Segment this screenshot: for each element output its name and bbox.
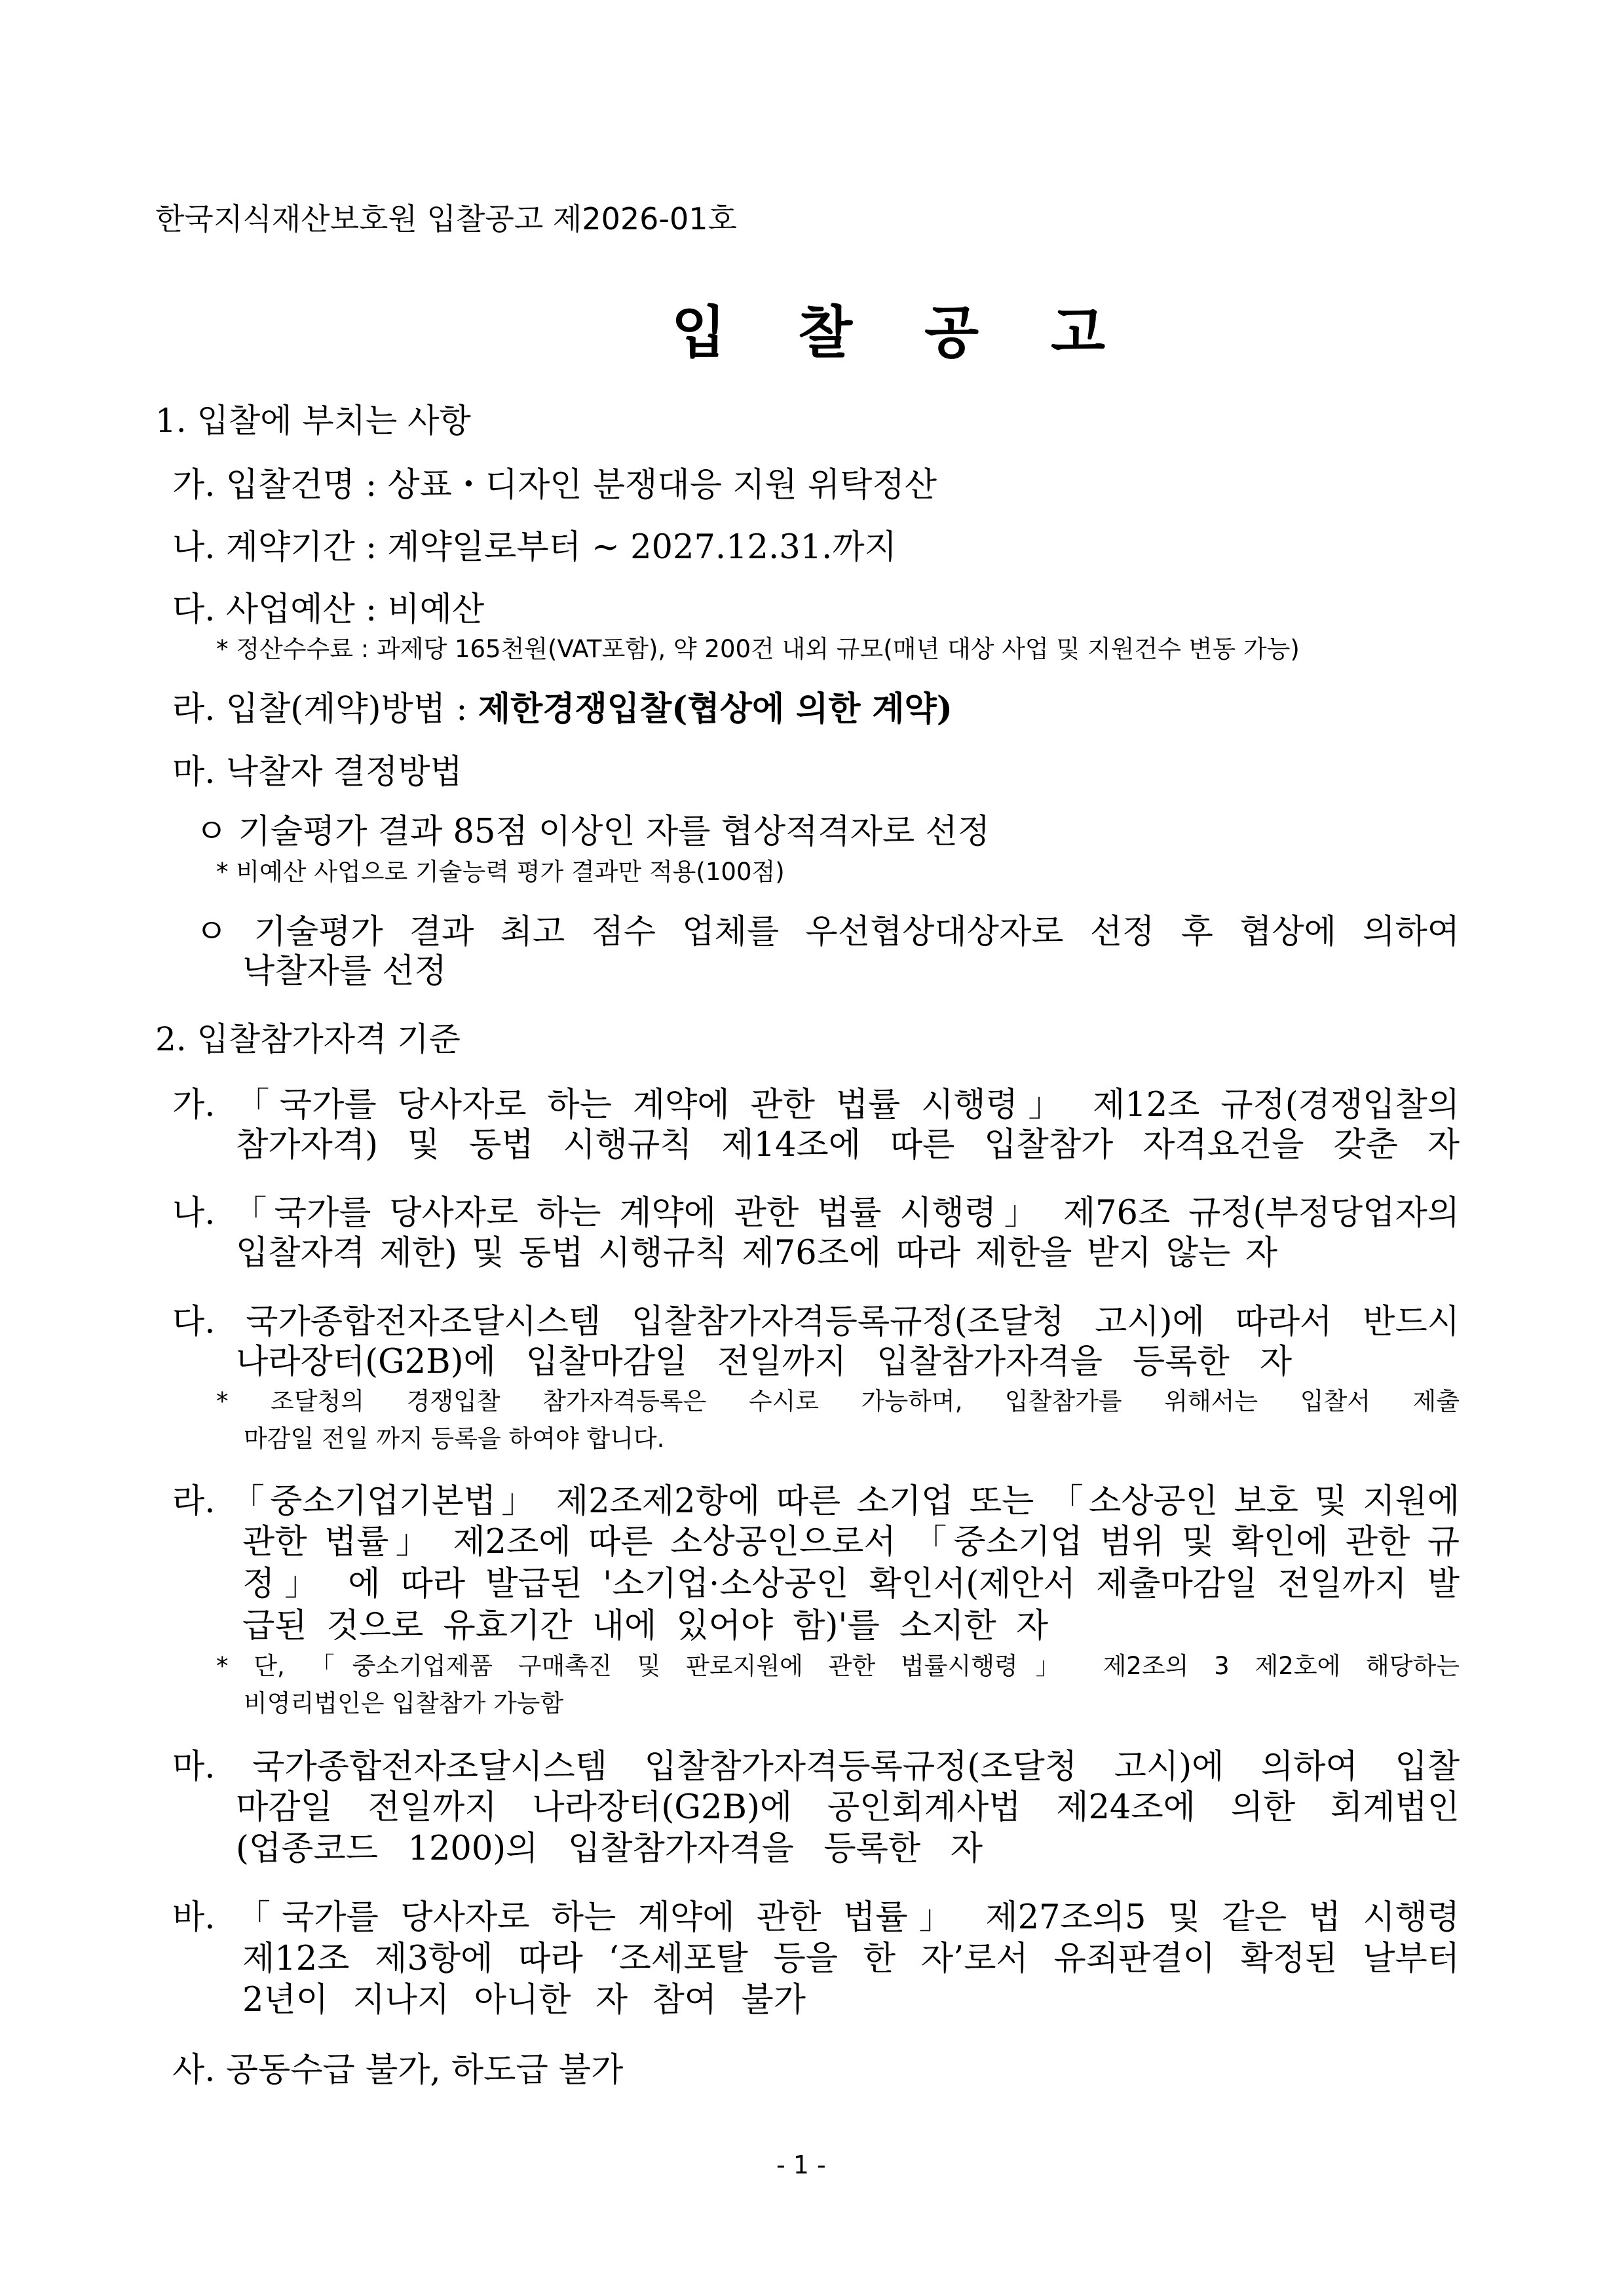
item-1-ma-bullet-1: ㅇ 기술평가 결과 85점 이상인 자를 협상적격자로 선정 xyxy=(195,813,990,851)
item-2-da-note-line-1: * 조달청의 경쟁입찰 참가자격등록은 수시로 가능하며, 입찰참가를 위해서는 입찰서 제출 xyxy=(216,1387,1460,1415)
item-1-ra-value: 제한경쟁입찰(협상에 의한 계약) xyxy=(478,689,953,729)
item-1-ra xyxy=(172,681,953,730)
item-2-ra-line-2: 관한 법률」 제2조에 따른 소상공인으로서 「중소기업 범위 및 확인에 관한 규 xyxy=(242,1523,1460,1561)
item-2-na-line-1: 나. 「국가를 당사자로 하는 계약에 관한 법률 시행령」 제76조 규정(부정당업자의 xyxy=(172,1194,1460,1233)
item-1-ma-bullet-2-line-2: 낙찰자를 선정 xyxy=(242,952,447,991)
item-2-ga-line-1: 가. 「국가를 당사자로 하는 계약에 관한 법률 시행령」 제12조 규정(경쟁입찰의 xyxy=(172,1086,1460,1124)
page-title: 입 찰 공 고 xyxy=(671,300,1132,366)
item-2-da-line-2: 나라장터(G2B)에 입찰마감일 전일까지 입찰참가자격을 등록한 자 xyxy=(236,1343,1292,1381)
item-2-da-line-1: 다. 국가종합전자조달시스템 입찰참가자격등록규정(조달청 고시)에 따라서 반드시 xyxy=(172,1303,1460,1341)
item-1-da-note: * 정산수수료 : 과제당 165천원(VAT포함), 약 200건 내외 규모(매년 대상 사업 및 지원건수 변동 가능) xyxy=(216,635,1300,663)
item-2-da-note-line-2: 마감일 전일 까지 등록을 하여야 합니다. xyxy=(244,1425,665,1453)
section-1-heading: 1. 입찰에 부치는 사항 xyxy=(155,402,471,440)
notice-number: 한국지식재산보호원 입찰공고 제2026-01호 xyxy=(155,201,737,237)
item-2-ma-line-1: 마. 국가종합전자조달시스템 입찰참가자격등록규정(조달청 고시)에 의하여 입찰 xyxy=(172,1748,1460,1786)
item-2-ga-line-2: 참가자격) 및 동법 시행규칙 제14조에 따른 입찰참가 자격요건을 갖춘 자 xyxy=(236,1126,1460,1164)
item-2-ma-line-3: (업종코드 1200)의 입찰참가자격을 등록한 자 xyxy=(236,1829,983,1868)
item-2-sa: 사. 공동수급 불가, 하도급 불가 xyxy=(172,2051,624,2090)
section-2-heading: 2. 입찰참가자격 기준 xyxy=(155,1020,461,1058)
item-1-da: 다. 사업예산 : 비예산 xyxy=(172,590,485,629)
item-1-na: 나. 계약기간 : 계약일로부터 ~ 2027.12.31.까지 xyxy=(172,528,897,567)
item-1-ma-bullet-2-line-1: ㅇ 기술평가 결과 최고 점수 업체를 우선협상대상자로 선정 후 협상에 의하여 xyxy=(195,913,1460,951)
page-number: - 1 - xyxy=(776,2151,826,2179)
item-2-ra-line-1: 라. 「중소기업기본법」 제2조제2항에 따른 소기업 또는 「소상공인 보호 및 지원에 xyxy=(172,1482,1460,1521)
item-2-na-line-2: 입찰자격 제한) 및 동법 시행규칙 제76조에 따라 제한을 받지 않는 자 xyxy=(236,1234,1277,1272)
item-2-ma-line-2: 마감일 전일까지 나라장터(G2B)에 공인회계사법 제24조에 의한 회계법인 xyxy=(236,1788,1460,1827)
item-2-ra-line-3: 정」 에 따라 발급된 '소기업·소상공인 확인서(제안서 제출마감일 전일까지 발 xyxy=(242,1565,1460,1603)
item-2-ra-note-line-1: * 단, 「중소기업제품 구매촉진 및 판로지원에 관한 법률시행령」 제2조의 3 제2호에 해당하는 xyxy=(216,1652,1460,1680)
item-1-ga: 가. 입찰건명 : 상표・디자인 분쟁대응 지원 위탁정산 xyxy=(172,466,937,505)
item-2-ba-line-1: 바. 「국가를 당사자로 하는 계약에 관한 법률」 제27조의5 및 같은 법 시행령 xyxy=(172,1898,1460,1937)
item-1-ra-label: 라. 입찰(계약)방법 : xyxy=(172,690,478,729)
item-2-ra-note-line-2: 비영리법인은 입찰참가 가능함 xyxy=(244,1689,564,1717)
item-2-ba-line-3: 2년이 지나지 아니한 자 참여 불가 xyxy=(242,1981,806,2019)
item-1-ma: 마. 낙찰자 결정방법 xyxy=(172,753,463,792)
item-2-ra-line-4: 급된 것으로 유효기간 내에 있어야 함)'를 소지한 자 xyxy=(242,1607,1048,1645)
item-1-ma-bullet-1-note: * 비예산 사업으로 기술능력 평가 결과만 적용(100점) xyxy=(216,858,785,886)
item-2-ba-line-2: 제12조 제3항에 따라 ‘조세포탈 등을 한 자’로서 유죄판결이 확정된 날부터 xyxy=(242,1940,1460,1978)
